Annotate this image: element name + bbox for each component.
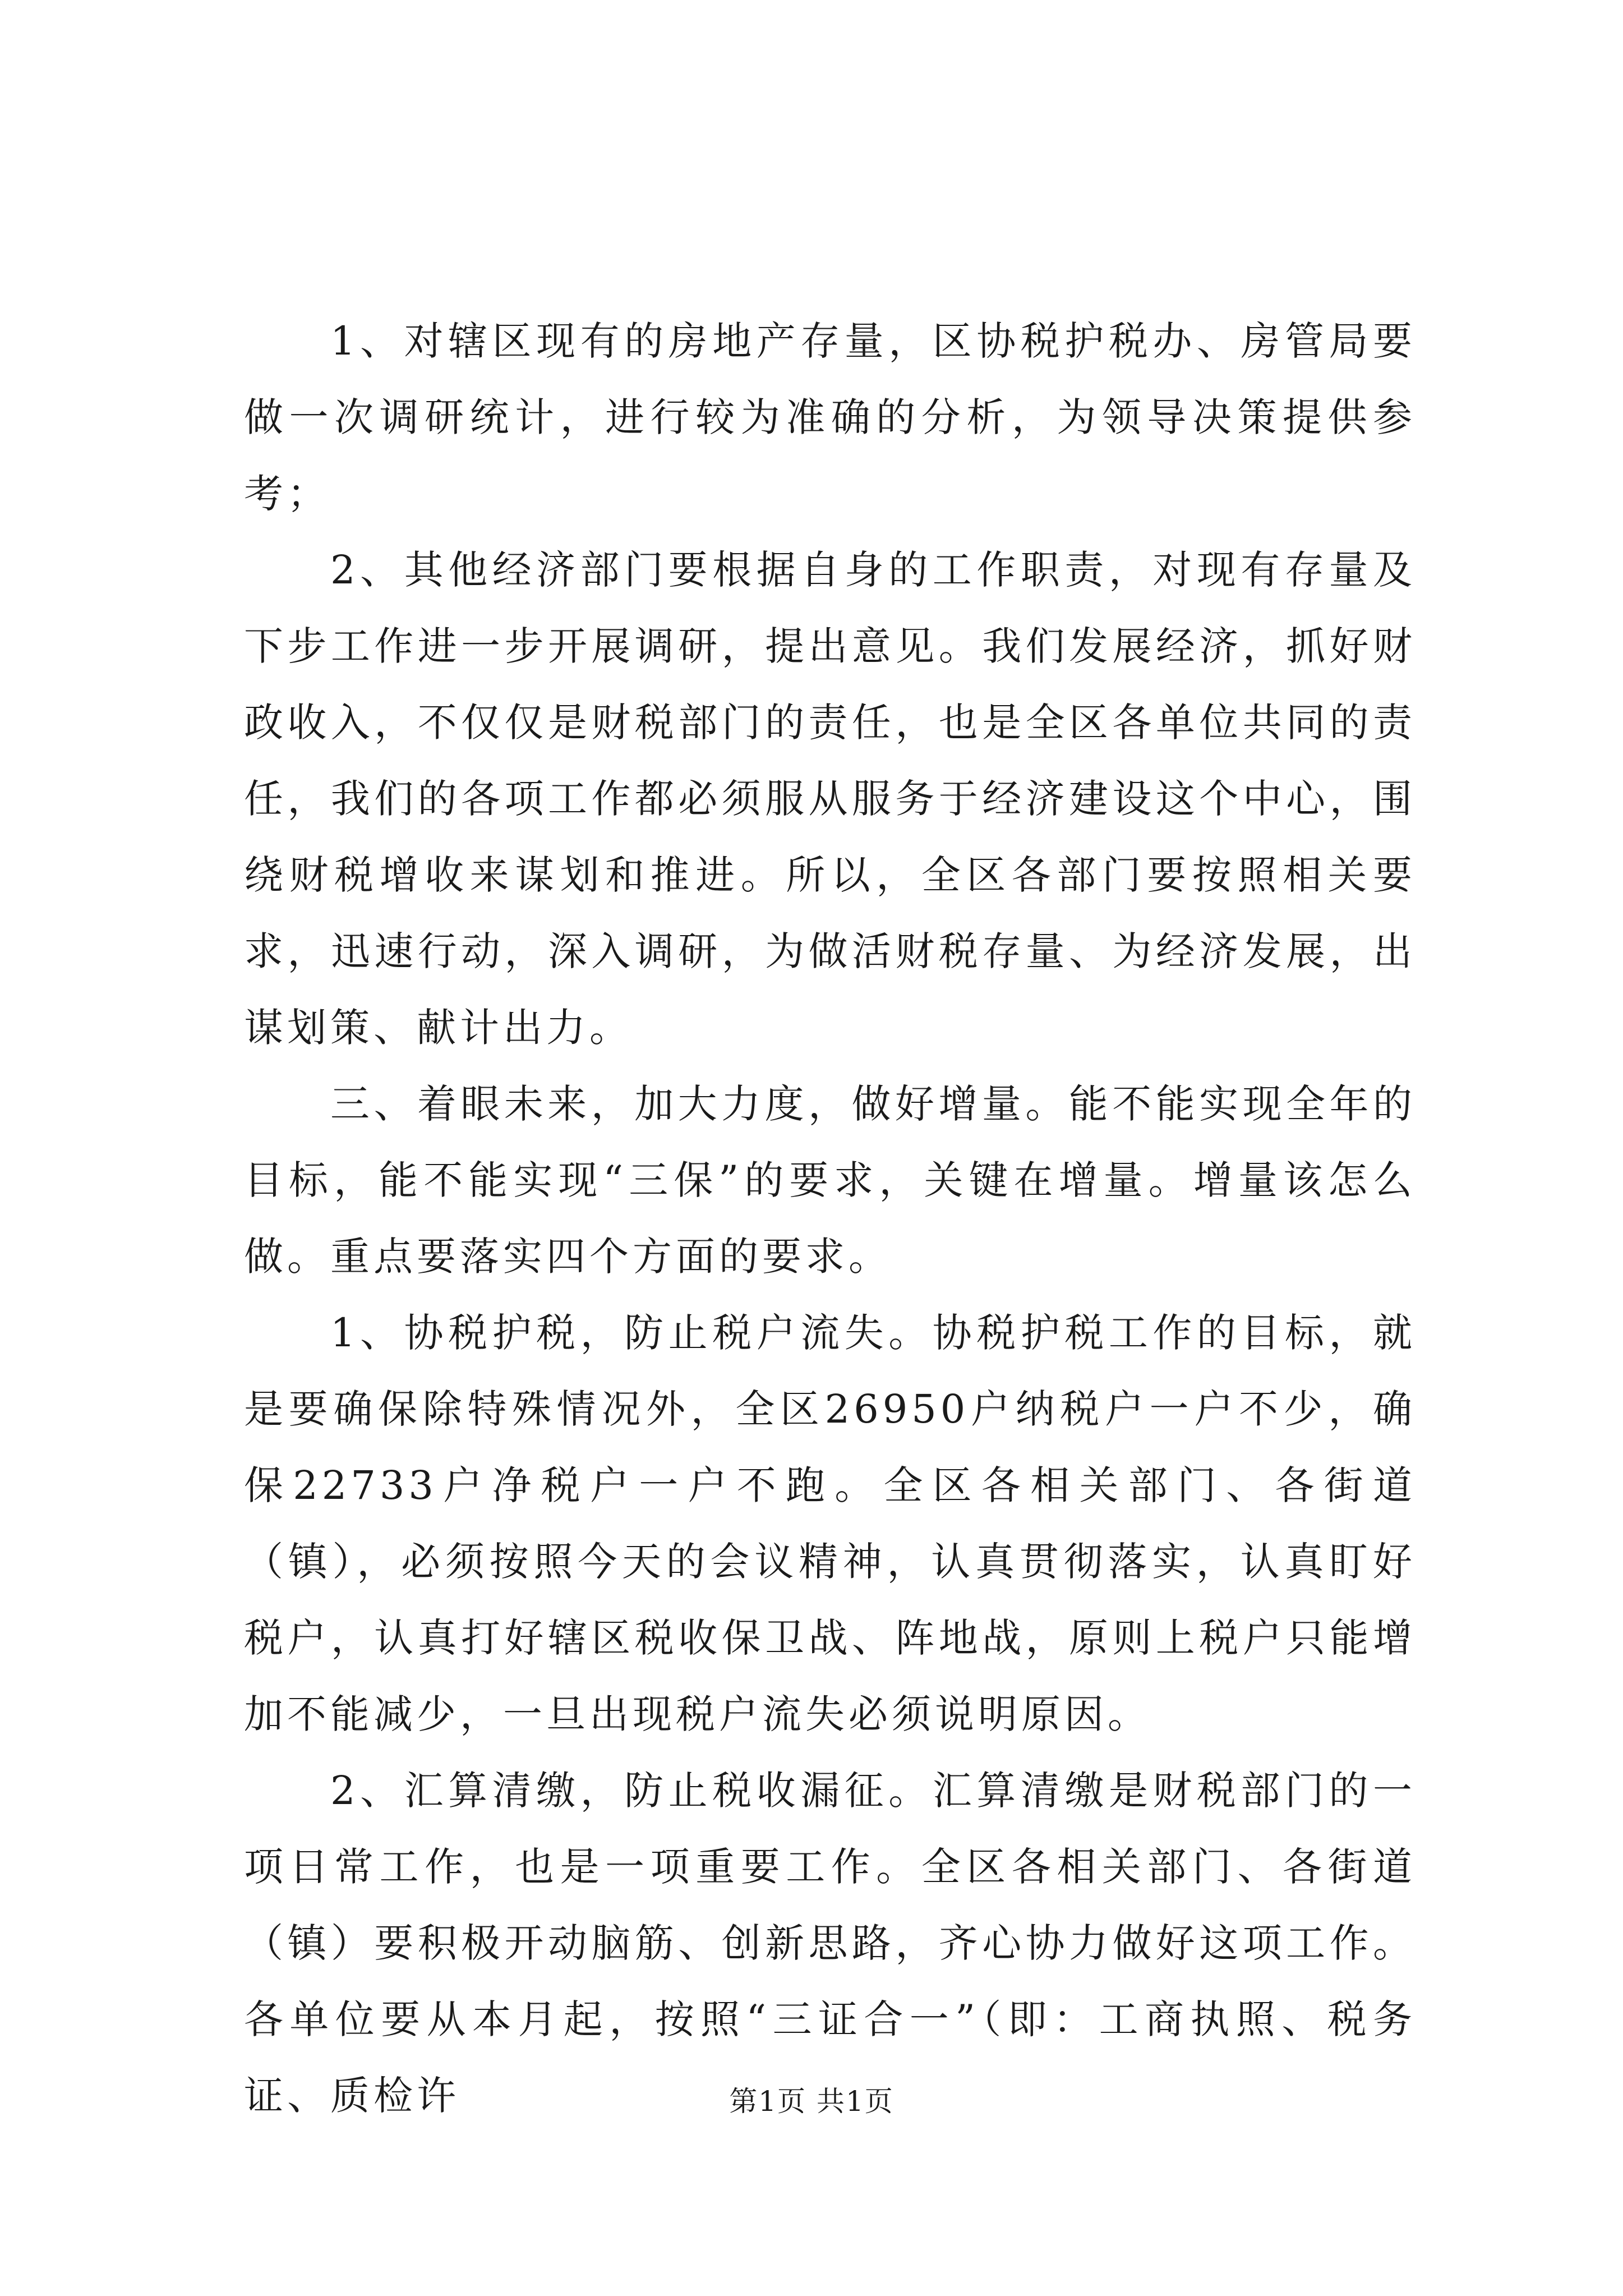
paragraph-3: 三、着眼未来，加大力度，做好增量。能不能实现全年的目标，能不能实现“三保”的要求，关键在增量。增量该怎么做。重点要落实四个方面的要求。 [244, 1081, 1416, 1280]
paragraph-5: 2、汇算清缴，防止税收漏征。汇算清缴是财税部门的一项日常工作，也是一项重要工作。全区各相关部门、各街道（镇）要积极开动脑筋、创新思路，齐心协力做好这项工作。各单位要从本月起，按照“三证合一”（即：工商执照、税务证、质检许 [244, 1768, 1416, 2119]
paragraph-2: 2、其他经济部门要根据自身的工作职责，对现有存量及下步工作进一步开展调研，提出意见。我们发展经济，抓好财政收入，不仅仅是财税部门的责任，也是全区各单位共同的责任，我们的各项工作都必须服从服务于经济建设这个中心，围绕财税增收来谋划和推进。所以，全区各部门要按照相关要求，迅速行动，深入调研，为做活财税存量、为经济发展，出谋划策、献计出力。 [244, 547, 1416, 1051]
paragraph-1: 1、对辖区现有的房地产存量，区协税护税办、房管局要做一次调研统计，进行较为准确的分析，为领导决策提供参考； [244, 318, 1416, 517]
page-footer: 第1页 共1页 [729, 2085, 894, 2118]
paragraph-4: 1、协税护税，防止税户流失。协税护税工作的目标，就是要确保除特殊情况外，全区26950户纳税户一户不少，确保22733户净税户一户不跑。全区各相关部门、各街道（镇），必须按照今天的会议精神，认真贯彻落实，认真盯好税户，认真打好辖区税收保卫战、阵地战，原则上税户只能增加不能减少，一旦出现税户流失必须说明原因。 [244, 1310, 1416, 1737]
document-body [244, 303, 1416, 2134]
